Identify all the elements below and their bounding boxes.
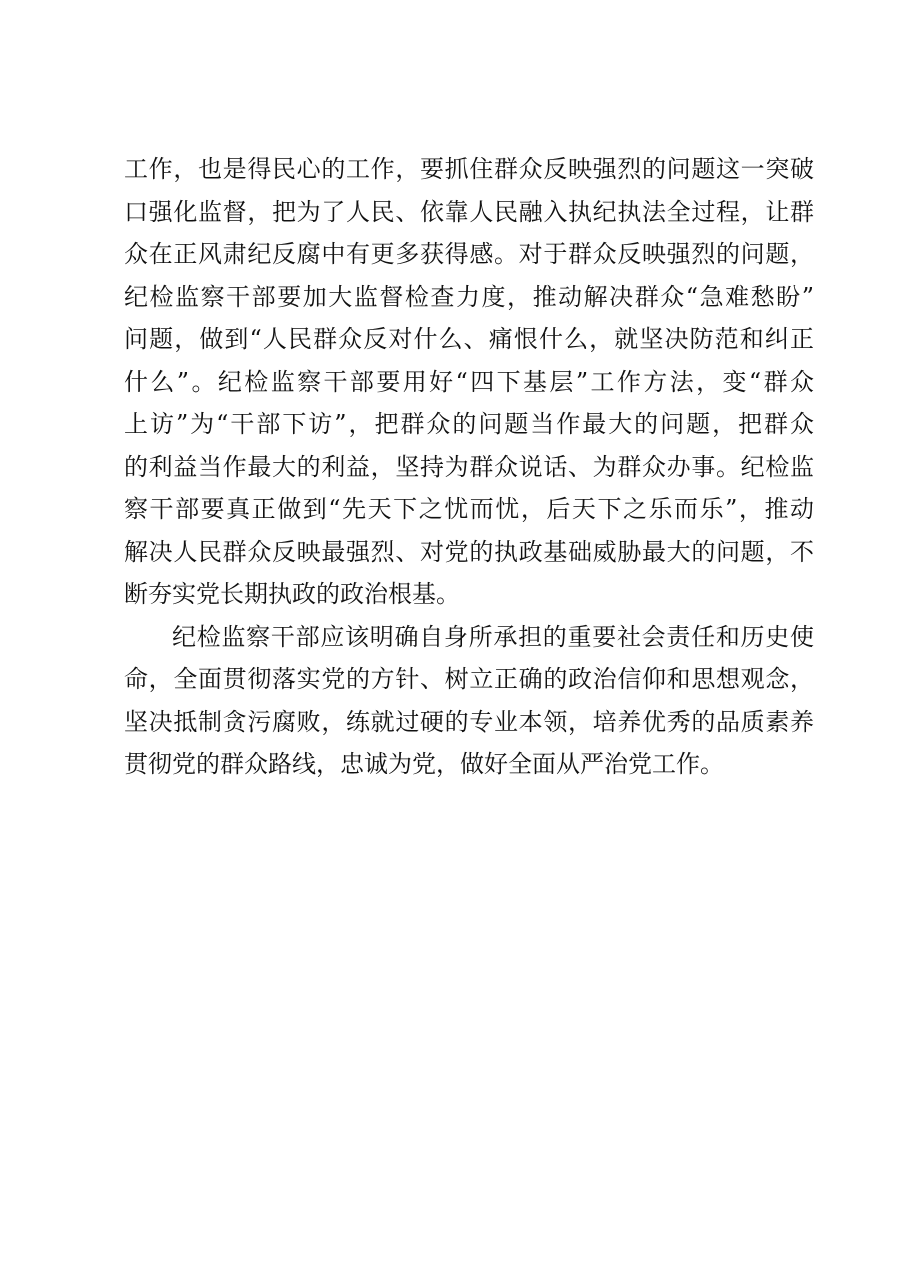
text-line: 坚决抵制贪污腐败，练就过硬的专业本领，培养优秀的品质素养 <box>124 707 814 736</box>
body-text <box>124 148 814 786</box>
text-line: 问题，做到“人民群众反对什么、痛恨什么，就坚决防范和纠正 <box>124 325 814 353</box>
text-line: 的利益当作最大的利益，坚持为群众说话、为群众办事。纪检监 <box>124 452 814 481</box>
text-line: 解决人民群众反映最强烈、对党的执政基础威胁最大的问题，不 <box>124 537 814 566</box>
text-line: 命，全面贯彻落实党的方针、树立正确的政治信仰和思想观念， <box>124 665 814 693</box>
text-line: 贯彻党的群众路线，忠诚为党，做好全面从严治党工作。 <box>124 750 724 778</box>
text-line: 上访”为“干部下访”，把群众的问题当作最大的问题，把群众 <box>124 410 814 438</box>
text-line: 众在正风肃纪反腐中有更多获得感。对于群众反映强烈的问题， <box>124 240 814 268</box>
text-line: 察干部要真正做到“先天下之忧而忧，后天下之乐而乐”，推动 <box>124 495 814 523</box>
text-line: 工作，也是得民心的工作，要抓住群众反映强烈的问题这一突破 <box>124 155 814 183</box>
paragraph-1 <box>124 148 814 616</box>
text-line: 纪检监察干部应该明确自身所承担的重要社会责任和历史使 <box>172 622 814 651</box>
text-line: 什么”。纪检监察干部要用好“四下基层”工作方法，变“群众 <box>124 367 814 396</box>
text-line: 纪检监察干部要加大监督检查力度，推动解决群众“急难愁盼” <box>124 282 814 311</box>
text-line: 口强化监督，把为了人民、依靠人民融入执纪执法全过程，让群 <box>124 197 814 226</box>
paragraph-2 <box>124 616 814 786</box>
text-line: 断夯实党长期执政的政治根基。 <box>124 580 460 608</box>
